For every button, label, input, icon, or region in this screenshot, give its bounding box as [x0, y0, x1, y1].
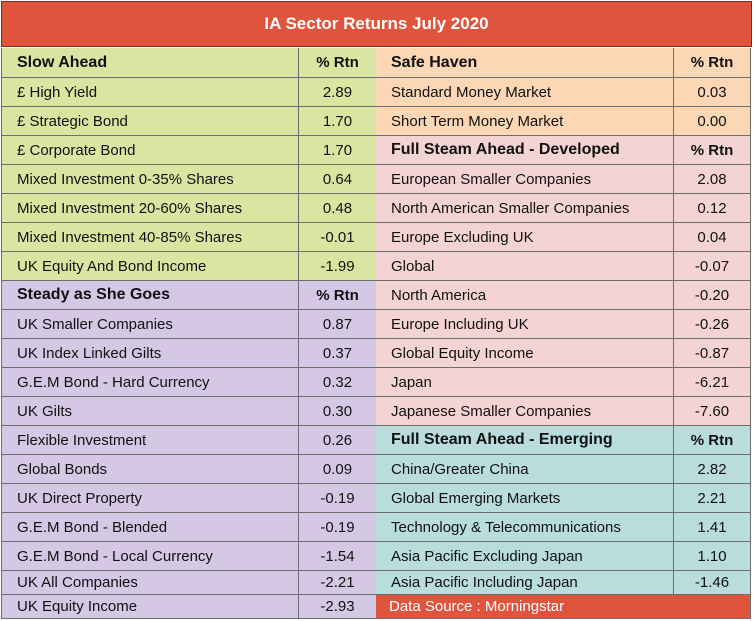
section-header-steady-as-she-goes: [2, 281, 377, 310]
data-source-note: Data Source : Morningstar: [376, 595, 751, 619]
sector-name: UK All Companies: [2, 571, 299, 594]
sector-name: G.E.M Bond - Blended: [2, 513, 299, 541]
sector-return: -0.26: [674, 310, 751, 338]
sector-return: 0.48: [299, 194, 377, 222]
table-row: [376, 397, 751, 426]
sector-return: -1.54: [299, 542, 377, 570]
table-row: [376, 339, 751, 368]
table-row: [376, 310, 751, 339]
sector-return: 0.03: [674, 78, 751, 106]
rtn-column-label: % Rtn: [674, 426, 751, 454]
section-heading: Steady as She Goes: [2, 281, 299, 309]
table-row: [2, 513, 377, 542]
sector-name: £ High Yield: [2, 78, 299, 106]
sector-name: Flexible Investment: [2, 426, 299, 454]
sector-name: £ Corporate Bond: [2, 136, 299, 164]
sector-name: UK Direct Property: [2, 484, 299, 512]
table-row: [2, 397, 377, 426]
table-row: [2, 136, 377, 165]
sector-return: -1.46: [674, 571, 751, 594]
rtn-column-label: % Rtn: [299, 281, 377, 309]
sector-name: Europe Excluding UK: [376, 223, 674, 251]
table-row: [2, 310, 377, 339]
table-row: [2, 223, 377, 252]
rtn-column-label: % Rtn: [674, 136, 751, 164]
sector-return: 0.00: [674, 107, 751, 135]
sector-return: 0.32: [299, 368, 377, 396]
table-row: [2, 542, 377, 571]
sector-name: Global Equity Income: [376, 339, 674, 367]
sector-return: -6.21: [674, 368, 751, 396]
sheet-title: IA Sector Returns July 2020: [1, 1, 752, 47]
table-row: [2, 194, 377, 223]
table-row: [2, 252, 377, 281]
table-row: [2, 426, 377, 455]
sector-name: Asia Pacific Excluding Japan: [376, 542, 674, 570]
sector-return: -2.93: [299, 595, 377, 618]
section-header-slow-ahead: [2, 48, 377, 78]
table-row: [376, 194, 751, 223]
sector-return: 0.64: [299, 165, 377, 193]
left-column: [1, 48, 377, 619]
sector-return: 1.41: [674, 513, 751, 541]
sector-name: Short Term Money Market: [376, 107, 674, 135]
sector-return: 0.04: [674, 223, 751, 251]
sector-name: Global Emerging Markets: [376, 484, 674, 512]
rtn-column-label: % Rtn: [299, 48, 377, 77]
sector-name: Mixed Investment 20-60% Shares: [2, 194, 299, 222]
sector-return: 0.09: [299, 455, 377, 483]
sector-name: North America: [376, 281, 674, 309]
sector-return: 0.37: [299, 339, 377, 367]
table-row: [2, 484, 377, 513]
sector-return: 2.08: [674, 165, 751, 193]
section-heading: Full Steam Ahead - Developed: [376, 136, 674, 164]
table-row: [376, 571, 751, 595]
sector-name: Japanese Smaller Companies: [376, 397, 674, 425]
sector-name: UK Equity Income: [2, 595, 299, 618]
sector-name: UK Gilts: [2, 397, 299, 425]
sector-return: 0.26: [299, 426, 377, 454]
sector-name: Standard Money Market: [376, 78, 674, 106]
rtn-column-label: % Rtn: [674, 48, 751, 77]
table-row: [376, 542, 751, 571]
table-row: [376, 252, 751, 281]
sector-return: 2.21: [674, 484, 751, 512]
sector-return: -0.07: [674, 252, 751, 280]
sector-return: 0.87: [299, 310, 377, 338]
sector-name: Mixed Investment 40-85% Shares: [2, 223, 299, 251]
sector-name: G.E.M Bond - Local Currency: [2, 542, 299, 570]
sector-return: -0.20: [674, 281, 751, 309]
section-header-safe-haven: [376, 48, 751, 78]
table-row: [376, 78, 751, 107]
sector-name: Mixed Investment 0-35% Shares: [2, 165, 299, 193]
table-row: [2, 595, 377, 619]
sector-return: 1.70: [299, 136, 377, 164]
sector-return: -2.21: [299, 571, 377, 594]
sector-return: 0.12: [674, 194, 751, 222]
sector-name: Japan: [376, 368, 674, 396]
sector-name: Asia Pacific Including Japan: [376, 571, 674, 594]
sector-return: -0.87: [674, 339, 751, 367]
table-row: [376, 484, 751, 513]
table-row: [2, 368, 377, 397]
section-heading: Safe Haven: [376, 48, 674, 77]
sector-name: European Smaller Companies: [376, 165, 674, 193]
section-header-full-steam-ahead-developed: [376, 136, 751, 165]
sector-name: Global: [376, 252, 674, 280]
table-row: [2, 107, 377, 136]
sector-return: -1.99: [299, 252, 377, 280]
sector-name: UK Index Linked Gilts: [2, 339, 299, 367]
right-column: [376, 48, 751, 619]
sector-return: -7.60: [674, 397, 751, 425]
sector-name: Europe Including UK: [376, 310, 674, 338]
sector-return: 2.82: [674, 455, 751, 483]
table-row: [376, 165, 751, 194]
sector-name: North American Smaller Companies: [376, 194, 674, 222]
table-row: [376, 281, 751, 310]
table-row: [2, 455, 377, 484]
table-row: [376, 107, 751, 136]
sector-return: 1.10: [674, 542, 751, 570]
sector-return: 0.30: [299, 397, 377, 425]
section-heading: Slow Ahead: [2, 48, 299, 77]
table-row: [2, 339, 377, 368]
sector-name: Global Bonds: [2, 455, 299, 483]
table-row: [2, 165, 377, 194]
table-row: [376, 223, 751, 252]
sector-return: -0.19: [299, 513, 377, 541]
table-row: [2, 78, 377, 107]
sector-name: Technology & Telecommunications: [376, 513, 674, 541]
sector-return: 2.89: [299, 78, 377, 106]
table-row: [376, 513, 751, 542]
section-header-full-steam-ahead-emerging: [376, 426, 751, 455]
sector-name: UK Smaller Companies: [2, 310, 299, 338]
sector-name: China/Greater China: [376, 455, 674, 483]
sector-name: G.E.M Bond - Hard Currency: [2, 368, 299, 396]
table-row: [2, 571, 377, 595]
sector-name: £ Strategic Bond: [2, 107, 299, 135]
section-heading: Full Steam Ahead - Emerging: [376, 426, 674, 454]
sector-return: -0.19: [299, 484, 377, 512]
sector-return: 1.70: [299, 107, 377, 135]
table-row: [376, 368, 751, 397]
table-row: [376, 455, 751, 484]
sector-return: -0.01: [299, 223, 377, 251]
sector-name: UK Equity And Bond Income: [2, 252, 299, 280]
